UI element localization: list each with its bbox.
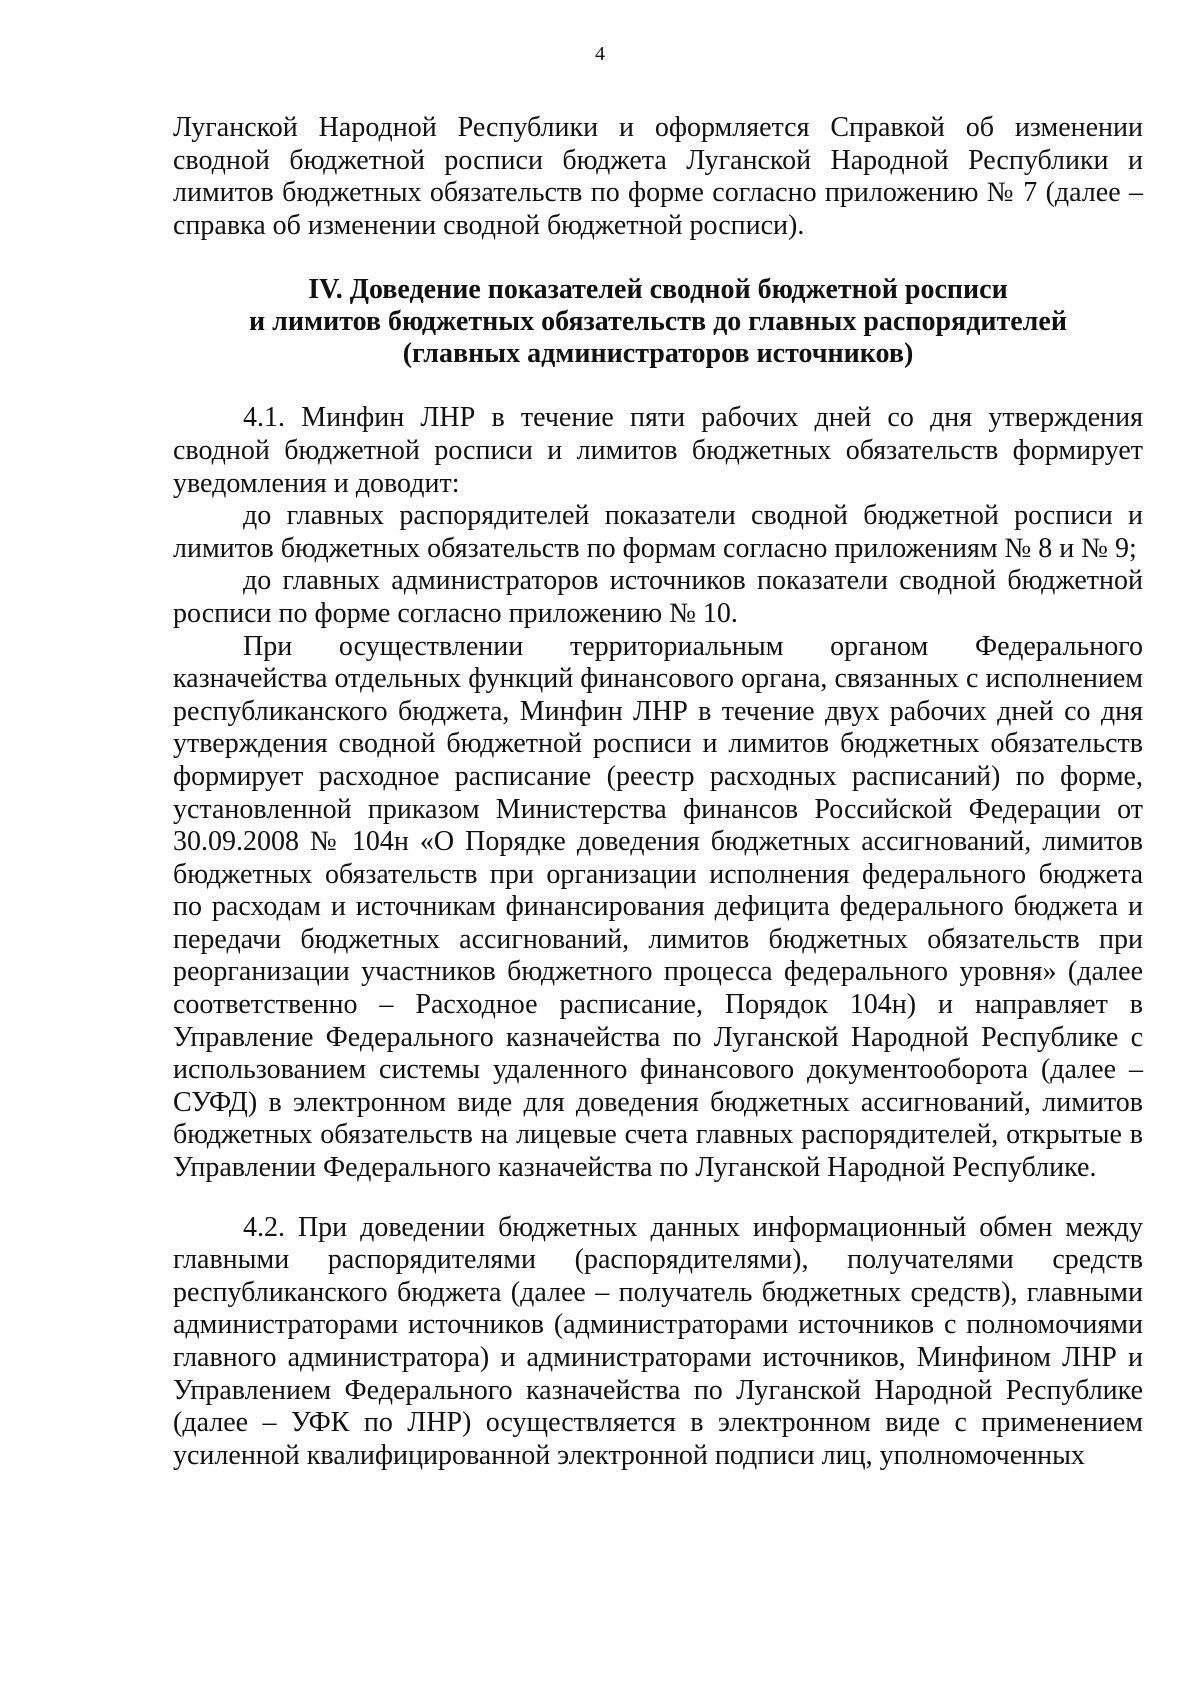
paragraph-treasury-functions: При осуществлении территориальным органом Федерального казначейства отдельных функций финансового органа, связанных с исполнением республиканского бюджета, Минфин ЛНР в течение двух рабочих дней со дня утверждения сводной бюджетной росписи и лимитов бюджетных обязательств формирует расходное расписание (реестр расходных расписаний) по форме, установленной приказом Министерства финансов Российской Федерации от 30.09.2008 № 104н «О Порядке доведения бюджетных ассигнований, лимитов бюджетных обязательств при организации исполнения федерального бюджета по расходам и источникам финансирования дефицита федерального бюджета и передачи бюджетных ассигнований, лимитов бюджетных обязательств при реорганизации участников бюджетного процесса федерального уровня» (далее соответственно – Расходное расписание, Порядок 104н) и направляет в Управление Федерального казначейства по Луганской Народной Республике с использованием системы удаленного финансового документооборота (далее – СУФД) в электронном виде для доведения бюджетных ассигнований, лимитов бюджетных обязательств на лицевые счета главных распорядителей, открытые в Управлении Федерального казначейства по Луганской Народной Республике. [173,630,1143,1184]
document-body [173,112,1143,1472]
paragraph-to-main-administrators: до главных администраторов источников показатели сводной бюджетной росписи по форме согласно приложению № 10. [173,565,1143,629]
page-number: 4 [595,43,605,65]
section-heading-line: (главных администраторов источников) [402,338,914,370]
intro-paragraph: Луганской Народной Республики и оформляется Справкой об изменении сводной бюджетной росписи бюджета Луганской Народной Республики и лимитов бюджетных обязательств по форме согласно приложению № 7 (далее – справка об изменении сводной бюджетной росписи). [173,112,1143,241]
section-heading [173,274,1143,370]
section-heading-line: и лимитов бюджетных обязательств до главных распорядителей [249,306,1067,338]
paragraph-to-main-managers: до главных распорядителей показатели сводной бюджетной росписи и лимитов бюджетных обязательств по формам согласно приложениям № 8 и № 9; [173,500,1143,564]
paragraph-4-2: 4.2. При доведении бюджетных данных информационный обмен между главными распорядителями (распорядителями), получателями средств республиканского бюджета (далее – получатель бюджетных средств), главными администраторами источников (администраторами источников с полномочиями главного администратора) и администраторами источников, Минфином ЛНР и Управлением Федерального казначейства по Луганской Народной Республике (далее – УФК по ЛНР) осуществляется в электронном виде с применением усиленной квалифицированной электронной подписи лиц, уполномоченных [173,1211,1143,1471]
paragraph-spacer [173,1185,1143,1212]
section-heading-line: IV. Доведение показателей сводной бюджетной росписи [308,274,1008,306]
paragraph-4-1: 4.1. Минфин ЛНР в течение пяти рабочих дней со дня утверждения сводной бюджетной росписи и лимитов бюджетных обязательств формирует уведомления и доводит: [173,402,1143,499]
